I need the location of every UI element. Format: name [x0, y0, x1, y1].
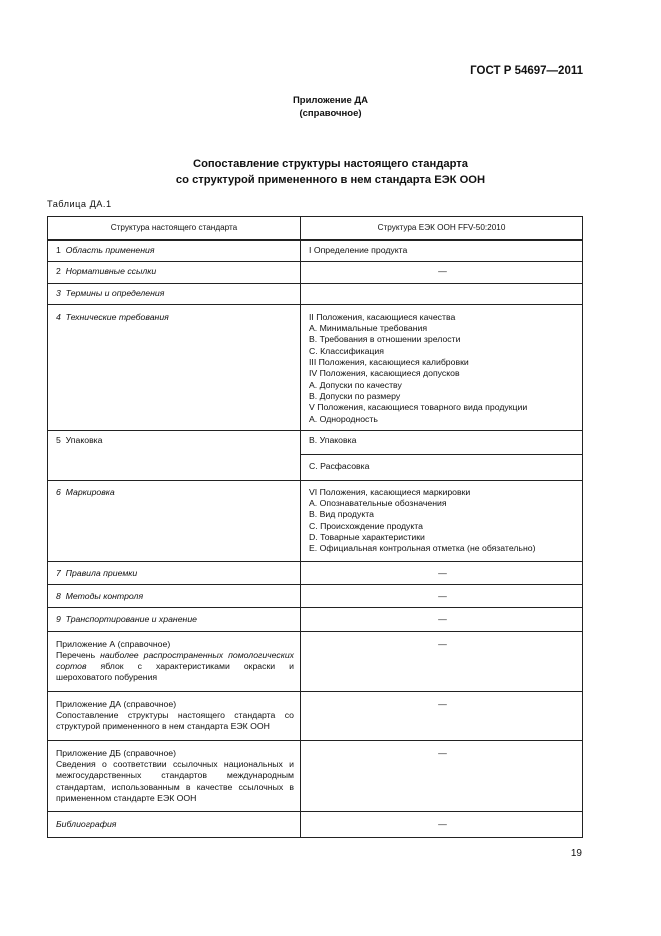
unece-cell	[301, 691, 583, 740]
section-title: Термины и определения	[65, 287, 165, 298]
appendix-da-text: Сопоставление структуры настоящего стандарта со структурой примененного в нем стандарта ЕЭК ООН	[56, 710, 294, 732]
unece-line: II Положения, касающиеся качества	[309, 311, 456, 322]
unece-cell	[301, 283, 583, 304]
table-row	[48, 631, 583, 691]
section-number: 1	[56, 245, 61, 255]
appendix-a-cell	[48, 631, 301, 691]
unece-line: A. Опознавательные обозначения	[309, 498, 447, 509]
unece-cell	[301, 454, 583, 480]
table-row	[48, 430, 583, 454]
unece-line: C. Происхождение продукта	[309, 520, 423, 531]
no-equivalent-dash: —	[438, 698, 447, 709]
unece-cell	[301, 631, 583, 691]
section-cell	[48, 430, 301, 480]
section-cell	[48, 608, 301, 631]
section-title: Маркировка	[65, 486, 115, 497]
appendix-a-text-italic: наиболее распространенных помологических сортов	[56, 649, 294, 672]
section-number: 9	[56, 614, 61, 625]
section-cell	[48, 262, 301, 283]
unece-cell	[301, 561, 583, 584]
no-equivalent-dash: —	[438, 614, 447, 625]
section-number: 5	[56, 434, 61, 445]
unece-cell	[301, 480, 583, 561]
unece-line: VI Положения, касающиеся маркировки	[309, 486, 471, 497]
appendix-db-cell	[48, 740, 301, 811]
standard-number: ГОСТ Р 54697—2011	[470, 65, 583, 77]
section-title: Нормативные ссылки	[65, 266, 157, 277]
table-row	[48, 812, 583, 838]
unece-line: V Положения, касающиеся товарного вида продукции	[309, 402, 528, 413]
section-title: Упаковка	[65, 434, 103, 445]
column-header-national: Структура настоящего стандарта	[48, 217, 301, 241]
table-row	[48, 608, 583, 631]
unece-line: A. Минимальные требования	[309, 323, 428, 334]
unece-cell	[301, 812, 583, 838]
section-title: Правила приемки	[65, 567, 138, 578]
table-row	[48, 480, 583, 561]
unece-line: A. Однородность	[309, 413, 378, 424]
column-header-unece: Структура ЕЭК ООН FFV-50:2010	[301, 217, 583, 241]
page-number: 19	[570, 848, 582, 859]
table-row	[48, 240, 583, 262]
table-caption: Таблица ДА.1	[47, 199, 112, 209]
section-number: 8	[56, 590, 61, 601]
comparison-table	[47, 216, 583, 838]
unece-line: B. Допуски по размеру	[309, 390, 401, 401]
table-row	[48, 283, 583, 304]
unece-line: B. Требования в отношении зрелости	[309, 334, 461, 345]
no-equivalent-dash: —	[438, 638, 447, 649]
appendix-da-cell	[48, 691, 301, 740]
appendix-db-text: Сведения о соответствии ссылочных национальных и межгосударственных стандартов международным стандартам, использованным в качестве ссылочных в примененном стандарте ЕЭК ООН	[56, 758, 294, 803]
unece-cell	[301, 584, 583, 607]
no-equivalent-dash: —	[438, 819, 447, 830]
unece-line: C. Расфасовка	[309, 460, 370, 471]
section-title: Область применения	[65, 245, 155, 255]
page-title	[0, 156, 661, 188]
section-cell	[48, 480, 301, 561]
section-number: 7	[56, 567, 61, 578]
section-title: Методы контроля	[65, 590, 144, 601]
appendix-db-title: Приложение ДБ (справочное)	[56, 747, 177, 758]
table-header-row	[48, 217, 583, 241]
unece-line: III Положения, касающиеся калибровки	[309, 357, 469, 368]
appendix-heading	[0, 94, 661, 120]
bibliography-cell	[48, 812, 301, 838]
section-number: 6	[56, 486, 61, 497]
no-equivalent-dash: —	[438, 266, 447, 277]
table-row	[48, 691, 583, 740]
no-equivalent-dash: —	[438, 567, 447, 578]
unece-cell	[301, 430, 583, 454]
appendix-a-text-post: яблок с характеристиками окраски и шероховатого побурения	[56, 661, 294, 683]
unece-line: I Определение продукта	[309, 245, 408, 255]
unece-line: B. Вид продукта	[309, 509, 374, 520]
section-number: 4	[56, 311, 61, 322]
appendix-type: (справочное)	[299, 108, 362, 119]
section-number: 3	[56, 287, 61, 298]
appendix-a-title: Приложение А (справочное)	[56, 638, 171, 649]
unece-line: E. Официальная контрольная отметка (не обязательно)	[309, 543, 536, 554]
appendix-label: Приложение ДА	[292, 95, 369, 106]
appendix-a-text	[56, 650, 294, 684]
unece-cell	[301, 304, 583, 430]
table-row	[48, 740, 583, 811]
table-row	[48, 584, 583, 607]
unece-line: IV Положения, касающиеся допусков	[309, 368, 460, 379]
unece-line: D. Товарные характеристики	[309, 532, 425, 543]
bibliography-label: Библиография	[56, 819, 117, 830]
section-number: 2	[56, 266, 61, 277]
section-cell	[48, 283, 301, 304]
no-equivalent-dash: —	[438, 747, 447, 758]
section-cell	[48, 304, 301, 430]
unece-cell	[301, 608, 583, 631]
section-cell	[48, 240, 301, 262]
unece-line: B. Упаковка	[309, 434, 357, 445]
unece-cell	[301, 240, 583, 262]
table-row	[48, 262, 583, 283]
section-cell	[48, 584, 301, 607]
unece-cell	[301, 740, 583, 811]
table-row	[48, 561, 583, 584]
section-title: Технические требования	[65, 311, 169, 322]
title-line-2: со структурой примененного в нем стандарта ЕЭК ООН	[175, 174, 486, 186]
unece-line: A. Допуски по качеству	[309, 379, 402, 390]
section-cell	[48, 561, 301, 584]
unece-line: C. Классификация	[309, 345, 384, 356]
appendix-a-text-pre: Перечень	[56, 649, 101, 660]
no-equivalent-dash: —	[438, 590, 447, 601]
unece-cell	[301, 262, 583, 283]
table-row	[48, 304, 583, 430]
title-line-1: Сопоставление структуры настоящего стандарта	[193, 158, 468, 170]
appendix-da-title: Приложение ДА (справочное)	[56, 698, 177, 709]
section-title: Транспортирование и хранение	[65, 614, 197, 625]
